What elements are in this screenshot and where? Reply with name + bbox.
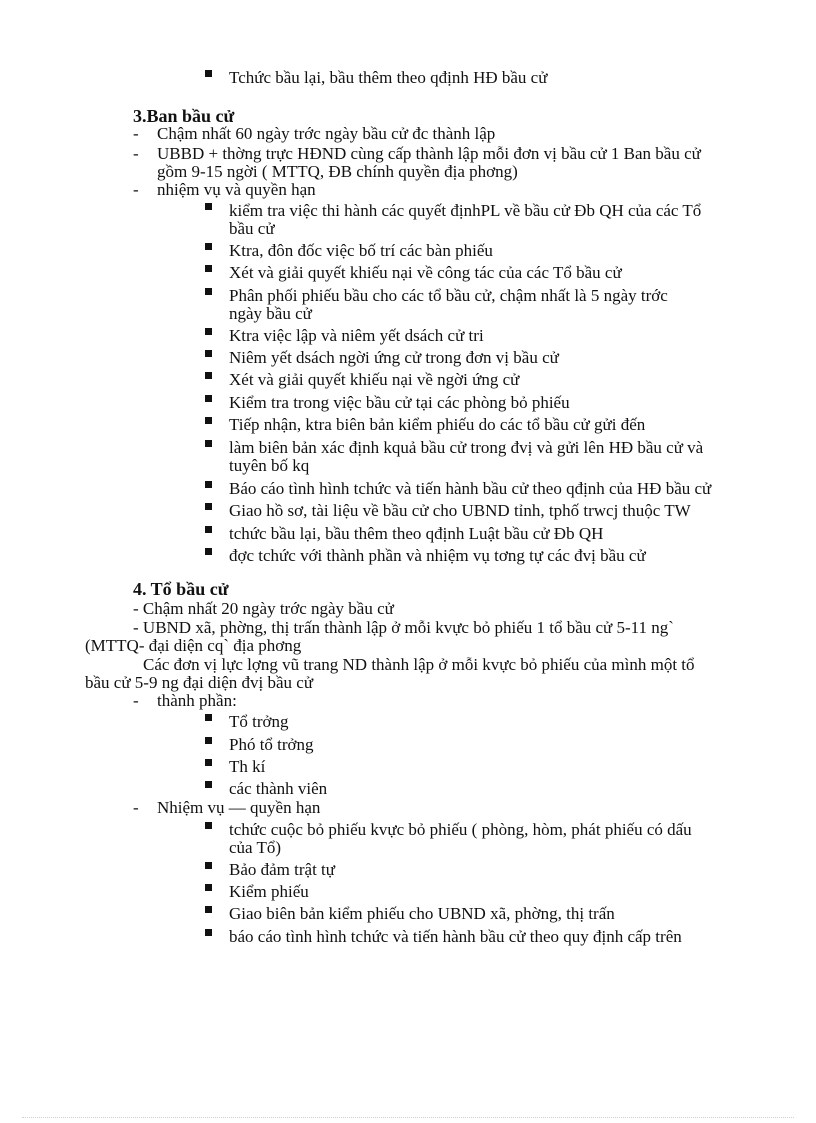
- section-4-heading: 4. Tổ bầu cử: [133, 579, 229, 599]
- s4-member-4: các thành viên: [229, 779, 328, 798]
- s3-bullet-4-line-1: Phân phối phiếu bầu cho các tổ bầu cử, chậm nhất là 5 ngày trớc: [229, 286, 668, 305]
- s4-duty-1-line-1: tchức cuộc bỏ phiếu kvực bỏ phiếu ( phòng, hòm, phát phiếu có dấu: [229, 820, 692, 839]
- s3-item-1: Chậm nhất 60 ngày trớc ngày bầu cử đc thành lập: [157, 124, 496, 143]
- bullet-square-icon: [205, 372, 212, 379]
- s4-members-label: thành phần:: [157, 691, 237, 710]
- s4-para-4: Các đơn vị lực lợng vũ trang ND thành lập ở mỗi kvực bỏ phiếu của mình một tổ: [143, 655, 695, 674]
- dash-marker: -: [133, 798, 139, 817]
- s3-bullet-5: Ktra việc lập và niêm yết dsách cử tri: [229, 326, 484, 345]
- s3-bullet-12: Giao hồ sơ, tài liệu về bầu cử cho UBND tỉnh, tphố trwcj thuộc TW: [229, 501, 691, 520]
- s4-para-2: - UBND xã, phờng, thị trấn thành lập ở mỗi kvực bỏ phiếu 1 tổ bầu cử 5-11 ng`: [133, 618, 674, 637]
- dash-marker: -: [133, 144, 139, 163]
- s3-bullet-11: Báo cáo tình hình tchức và tiến hành bầu cử theo qđịnh của HĐ bầu cử: [229, 479, 712, 498]
- bullet-square-icon: [205, 906, 212, 913]
- s3-bullet-8: Kiểm tra trong việc bầu cử tại các phòng bỏ phiếu: [229, 393, 570, 412]
- s4-duty-3: Kiểm phiếu: [229, 882, 309, 901]
- s4-para-5: bầu cử 5-9 ng đại diện đvị bầu cử: [85, 673, 314, 692]
- s4-duty-4: Giao biên bản kiểm phiếu cho UBND xã, phờng, thị trấn: [229, 904, 615, 923]
- bullet-square-icon: [205, 70, 212, 77]
- s3-bullet-14: đợc tchức với thành phần và nhiệm vụ tơng tự các đvị bầu cử: [229, 546, 646, 565]
- bullet-text: Tchức bầu lại, bầu thêm theo qđịnh HĐ bầu cử: [229, 68, 548, 87]
- s3-bullet-10-line-2: tuyên bố kq: [229, 456, 310, 475]
- s4-member-3: Th kí: [229, 757, 266, 776]
- bullet-square-icon: [205, 526, 212, 533]
- s3-item-2-line-1: UBBD + thờng trực HĐND cùng cấp thành lập mỗi đơn vị bầu cử 1 Ban bầu cử: [157, 144, 701, 163]
- page-bottom-divider: [22, 1117, 794, 1118]
- s4-duty-2: Bảo đảm trật tự: [229, 860, 335, 879]
- s4-duty-1-line-2: của Tổ): [229, 838, 282, 857]
- bullet-square-icon: [205, 395, 212, 402]
- s3-bullet-13: tchức bầu lại, bầu thêm theo qđịnh Luật bầu cử Đb QH: [229, 524, 604, 543]
- bullet-square-icon: [205, 503, 212, 510]
- bullet-square-icon: [205, 548, 212, 555]
- bullet-square-icon: [205, 781, 212, 788]
- s4-para-1: - Chậm nhất 20 ngày trớc ngày bầu cử: [133, 599, 394, 618]
- bullet-square-icon: [205, 288, 212, 295]
- s3-bullet-2: Ktra, đôn đốc việc bố trí các bàn phiếu: [229, 241, 493, 260]
- s3-bullet-4-line-2: ngày bầu cử: [229, 304, 312, 323]
- dash-marker: -: [133, 124, 139, 143]
- bullet-square-icon: [205, 265, 212, 272]
- s4-para-3: (MTTQ- đại diện cq` địa phơng: [85, 636, 302, 655]
- bullet-square-icon: [205, 737, 212, 744]
- bullet-square-icon: [205, 929, 212, 936]
- s4-member-2: Phó tổ trởng: [229, 735, 314, 754]
- s3-bullet-1-line-1: kiểm tra việc thi hành các quyết địnhPL về bầu cử Đb QH của các Tổ: [229, 201, 702, 220]
- bullet-square-icon: [205, 203, 212, 210]
- s3-bullet-1-line-2: bầu cử: [229, 219, 275, 238]
- s3-bullet-6: Niêm yết dsách ngời ứng cử trong đơn vị bầu cử: [229, 348, 559, 367]
- s3-bullet-3: Xét và giải quyết khiếu nại về công tác của các Tổ bầu cử: [229, 263, 622, 282]
- bullet-square-icon: [205, 822, 212, 829]
- s3-item-2-line-2: gồm 9-15 ngời ( MTTQ, ĐB chính quyền địa phơng): [157, 162, 518, 181]
- s4-member-1: Tổ trởng: [229, 712, 289, 731]
- s4-duties-label: Nhiệm vụ — quyền hạn: [157, 798, 321, 817]
- bullet-square-icon: [205, 714, 212, 721]
- bullet-square-icon: [205, 862, 212, 869]
- bullet-square-icon: [205, 243, 212, 250]
- bullet-square-icon: [205, 328, 212, 335]
- s3-bullet-10-line-1: làm biên bản xác định kquả bầu cử trong đvị và gửi lên HĐ bầu cử và: [229, 438, 704, 457]
- s3-bullet-7: Xét và giải quyết khiếu nại về ngời ứng cử: [229, 370, 520, 389]
- bullet-square-icon: [205, 884, 212, 891]
- bullet-square-icon: [205, 759, 212, 766]
- s3-item-3: nhiệm vụ và quyền hạn: [157, 180, 316, 199]
- section-3-heading: 3.Ban bầu cử: [133, 106, 235, 126]
- bullet-square-icon: [205, 440, 212, 447]
- dash-marker: -: [133, 691, 139, 710]
- s4-duty-5: báo cáo tình hình tchức và tiến hành bầu cử theo quy định cấp trên: [229, 927, 682, 946]
- bullet-square-icon: [205, 481, 212, 488]
- bullet-square-icon: [205, 350, 212, 357]
- bullet-square-icon: [205, 417, 212, 424]
- dash-marker: -: [133, 180, 139, 199]
- s3-bullet-9: Tiếp nhận, ktra biên bản kiểm phiếu do các tổ bầu cử gửi đến: [229, 415, 646, 434]
